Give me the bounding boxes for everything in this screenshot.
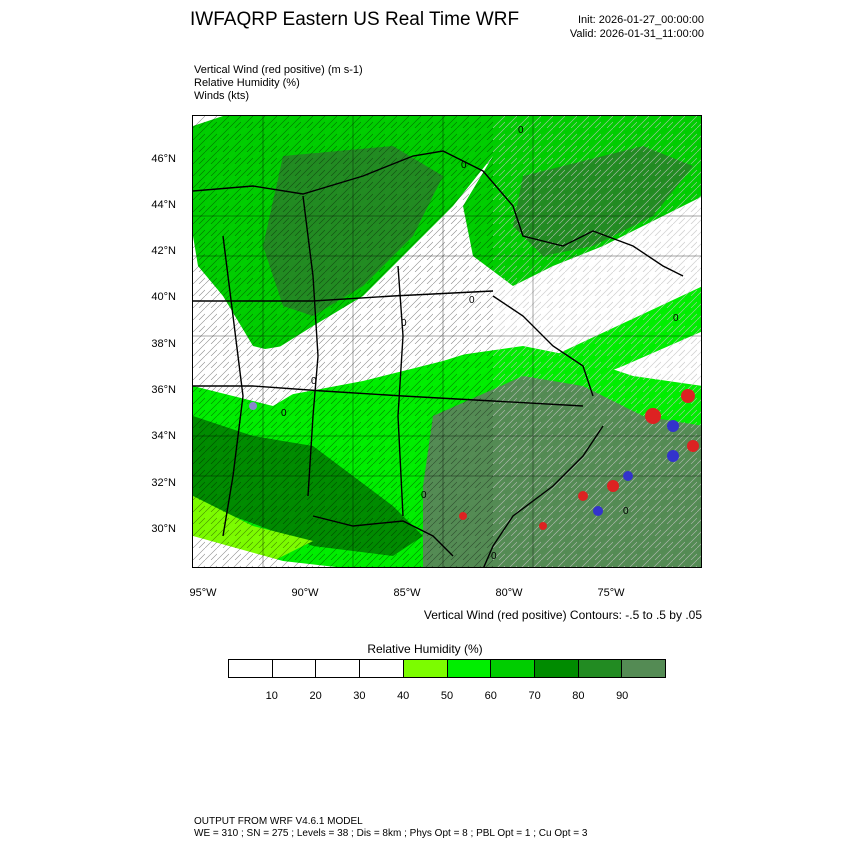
lat-label: 40°N	[151, 291, 176, 303]
contour-label: 0	[469, 295, 475, 306]
colorbar-segment	[579, 660, 623, 677]
lat-label: 38°N	[151, 338, 176, 350]
contour-label: 0	[281, 408, 287, 419]
colorbar-label: 60	[484, 690, 497, 702]
variable-list	[194, 64, 363, 103]
colorbar-label: 10	[265, 690, 278, 702]
wind-barbs-ocean	[493, 116, 702, 568]
footer-line-2: WE = 310 ; SN = 275 ; Levels = 38 ; Dis = 8km ; Phys Opt = 8 ; PBL Opt = 1 ; Cu Opt = 3	[194, 828, 588, 839]
colorbar-title: Relative Humidity (%)	[367, 642, 483, 656]
init-time: Init: 2026-01-27_00:00:00	[578, 14, 704, 26]
run-times	[570, 13, 704, 41]
lat-label: 36°N	[151, 384, 176, 396]
contour-label: 0	[673, 313, 679, 324]
contour-label: 0	[461, 160, 467, 171]
variable-winds: Winds (kts)	[194, 90, 249, 102]
contour-label: 0	[491, 551, 497, 562]
footer-line-1: OUTPUT FROM WRF V4.6.1 MODEL	[194, 816, 363, 827]
colorbar-label: 20	[309, 690, 322, 702]
lat-label: 32°N	[151, 477, 176, 489]
colorbar-segment	[360, 660, 404, 677]
colorbar-label: 30	[353, 690, 366, 702]
map-graphic	[193, 116, 702, 568]
colorbar-segment	[273, 660, 317, 677]
colorbar-segment	[404, 660, 448, 677]
map-panel	[192, 115, 702, 568]
lon-label: 75°W	[597, 587, 625, 599]
lat-label: 30°N	[151, 523, 176, 535]
colorbar-label: 70	[528, 690, 541, 702]
contour-label: 0	[518, 125, 524, 136]
contour-note: Vertical Wind (red positive) Contours: -.5 to .5 by .05	[423, 608, 702, 622]
lat-label: 34°N	[151, 430, 176, 442]
colorbar-segment	[316, 660, 360, 677]
model-footer	[194, 816, 587, 840]
colorbar-label: 80	[572, 690, 585, 702]
lat-label: 44°N	[151, 199, 176, 211]
contour-label: 0	[401, 318, 407, 329]
lat-label: 46°N	[151, 153, 176, 165]
colorbar-label: 50	[440, 690, 454, 702]
colorbar	[228, 659, 666, 678]
valid-time: Valid: 2026-01-31_11:00:00	[569, 28, 704, 40]
variable-relative-humidity: Relative Humidity (%)	[194, 77, 300, 89]
lat-label: 42°N	[151, 245, 176, 257]
contour-label: 0	[421, 490, 427, 501]
lon-label: 85°W	[393, 587, 421, 599]
lon-label: 95°W	[189, 587, 217, 599]
map-title: IWFAQRP Eastern US Real Time WRF	[190, 9, 520, 30]
colorbar-segment	[622, 660, 665, 677]
colorbar-label: 40	[397, 690, 410, 702]
contour-label: 0	[623, 506, 629, 517]
colorbar-segment	[535, 660, 579, 677]
variable-vertical-wind: Vertical Wind (red positive) (m s-1)	[194, 64, 363, 76]
lon-label: 90°W	[291, 587, 319, 599]
lon-label: 80°W	[495, 587, 523, 599]
colorbar-segment	[491, 660, 535, 677]
colorbar-label: 90	[616, 690, 629, 702]
contour-label: 0	[311, 376, 317, 387]
colorbar-segment	[229, 660, 273, 677]
colorbar-segment	[448, 660, 492, 677]
